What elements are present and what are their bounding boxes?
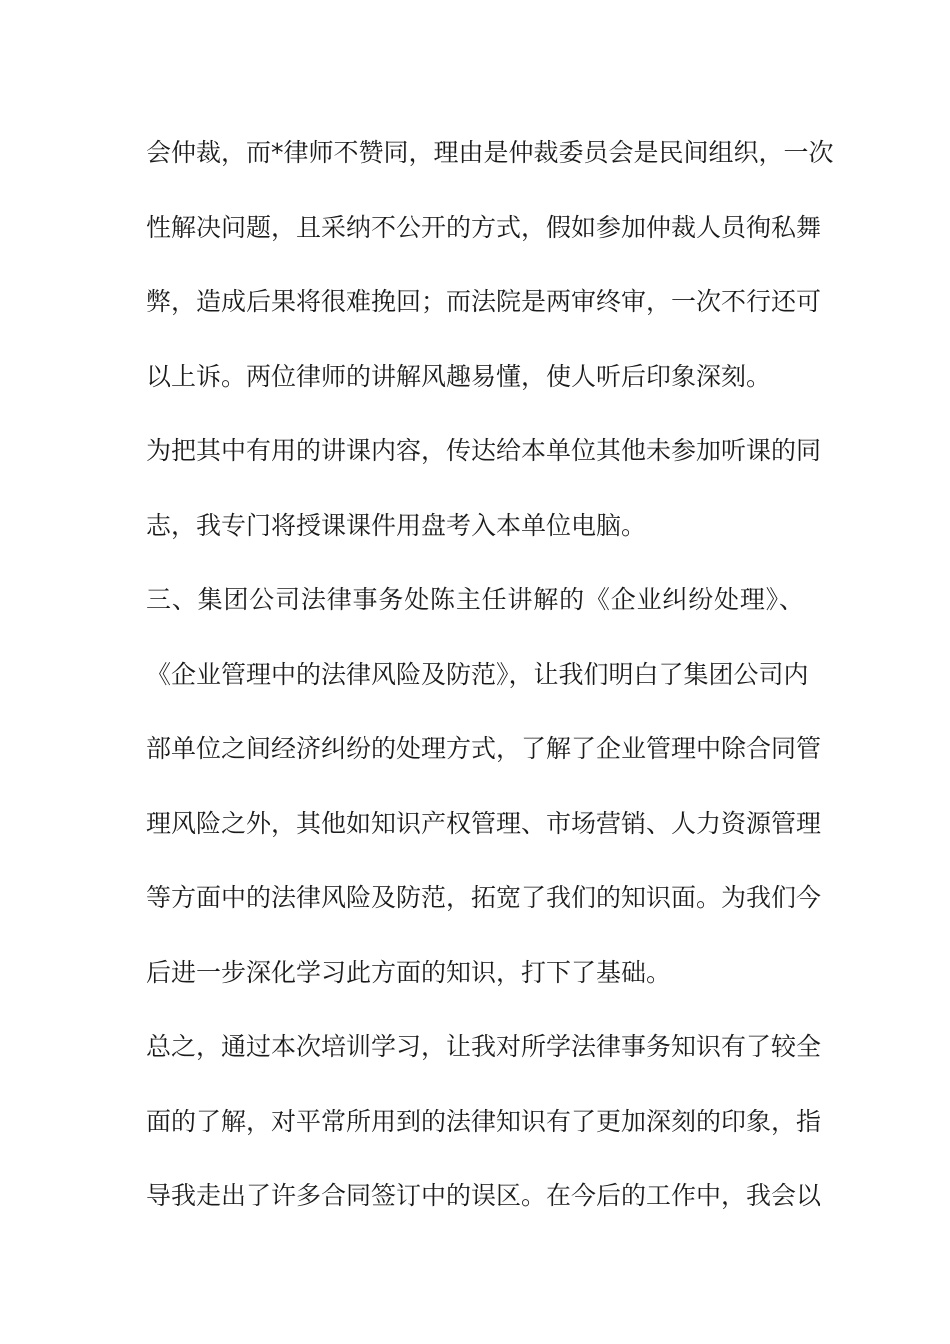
text-line: 为把其中有用的讲课内容，传达给本单位其他未参加听课的同 [146,436,822,465]
text-line: 三、集团公司法律事务处陈主任讲解的《企业纠纷处理》、 [146,585,804,614]
text-line: 后进一步深化学习此方面的知识，打下了基础。 [146,958,672,987]
text-line: 《企业管理中的法律风险及防范》，让我们明白了集团公司内 [146,660,809,689]
text-line: 面的了解，对平常所用到的法律知识有了更加深刻的印象，指 [146,1107,822,1136]
text-line: 以上诉。两位律师的讲解风趣易懂，使人听后印象深刻。 [146,362,772,391]
text-line: 总之，通过本次培训学习，让我对所学法律事务知识有了较全 [146,1032,822,1061]
text-line: 导我走出了许多合同签订中的误区。在今后的工作中，我会以 [146,1181,822,1210]
text-line: 性解决问题，且采纳不公开的方式，假如参加仲裁人员徇私舞 [146,213,822,242]
text-line: 理风险之外，其他如知识产权管理、市场营销、人力资源管理 [146,809,822,838]
text-line: 会仲裁，而*律师不赞同，理由是仲裁委员会是民间组织，一次 [146,138,834,167]
text-line: 部单位之间经济纠纷的处理方式，了解了企业管理中除合同管 [146,734,822,763]
text-line: 志，我专门将授课课件用盘考入本单位电脑。 [146,511,647,540]
text-line: 等方面中的法律风险及防范，拓宽了我们的知识面。为我们今 [146,883,822,912]
text-line: 弊，造成后果将很难挽回；而法院是两审终审，一次不行还可 [146,287,822,316]
